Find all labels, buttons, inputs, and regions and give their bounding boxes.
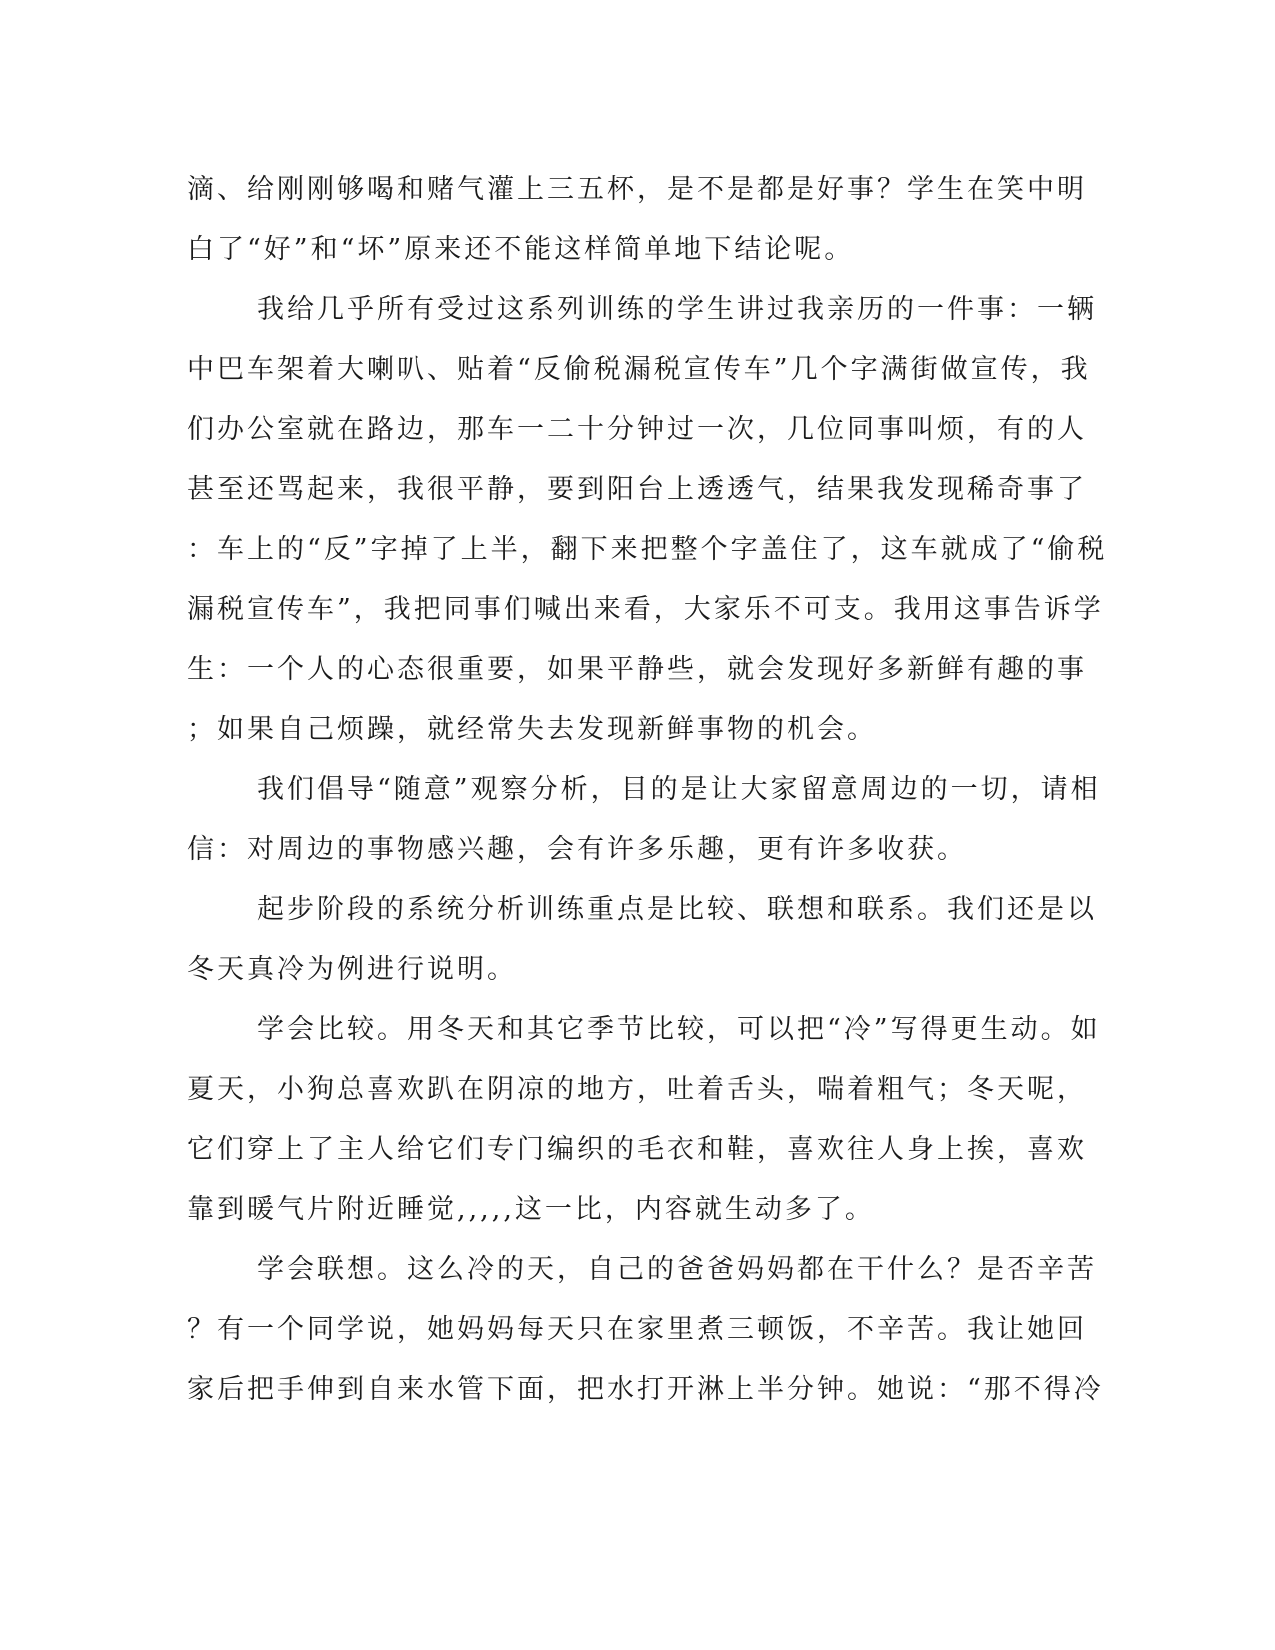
paragraph-start-line: 学会联想。这么冷的天，自己的爸爸妈妈都在干什么？是否辛苦 — [257, 1254, 1097, 1285]
paragraph-start-line: 我们倡导“随意”观察分析，目的是让大家留意周边的一切，请相 — [257, 774, 1101, 805]
text-line: ？有一个同学说，她妈妈每天只在家里煮三顿饭，不辛苦。我让她回 — [187, 1314, 1087, 1345]
paragraph-start-line: 学会比较。用冬天和其它季节比较，可以把“冷”写得更生动。如 — [257, 1014, 1101, 1045]
text-line: 白了“好”和“坏”原来还不能这样简单地下结论呢。 — [187, 234, 855, 265]
text-line: 它们穿上了主人给它们专门编织的毛衣和鞋，喜欢往人身上挨，喜欢 — [187, 1134, 1087, 1165]
text-line: 信：对周边的事物感兴趣，会有许多乐趣，更有许多收获。 — [187, 834, 967, 865]
text-line: 甚至还骂起来，我很平静，要到阳台上透透气，结果我发现稀奇事了 — [187, 474, 1087, 505]
text-line: 冬天真冷为例进行说明。 — [187, 954, 517, 985]
text-line: 夏天，小狗总喜欢趴在阴凉的地方，吐着舌头，喘着粗气；冬天呢， — [187, 1074, 1087, 1105]
text-line: 靠到暖气片附近睡觉,,,,,这一比，内容就生动多了。 — [187, 1194, 875, 1225]
text-line: 漏税宣传车”，我把同事们喊出来看，大家乐不可支。我用这事告诉学 — [187, 594, 1104, 625]
text-line: 家后把手伸到自来水管下面，把水打开淋上半分钟。她说：“那不得冷 — [187, 1374, 1104, 1405]
text-line: ；如果自己烦躁，就经常失去发现新鲜事物的机会。 — [187, 714, 877, 745]
text-line: 们办公室就在路边，那车一二十分钟过一次，几位同事叫烦，有的人 — [187, 414, 1087, 445]
text-line: 滴、给刚刚够喝和赌气灌上三五杯，是不是都是好事？学生在笑中明 — [187, 174, 1087, 205]
paragraph-start-line: 起步阶段的系统分析训练重点是比较、联想和联系。我们还是以 — [257, 894, 1097, 925]
text-line: ：车上的“反”字掉了上半，翻下来把整个字盖住了，这车就成了“偷税 — [187, 534, 1108, 565]
text-line: 生：一个人的心态很重要，如果平静些，就会发现好多新鲜有趣的事 — [187, 654, 1087, 685]
text-line: 中巴车架着大喇叭、贴着“反偷税漏税宣传车”几个字满街做宣传，我 — [187, 354, 1091, 385]
body-text — [187, 160, 1108, 1420]
paragraph-start-line: 我给几乎所有受过这系列训练的学生讲过我亲历的一件事：一辆 — [257, 294, 1097, 325]
